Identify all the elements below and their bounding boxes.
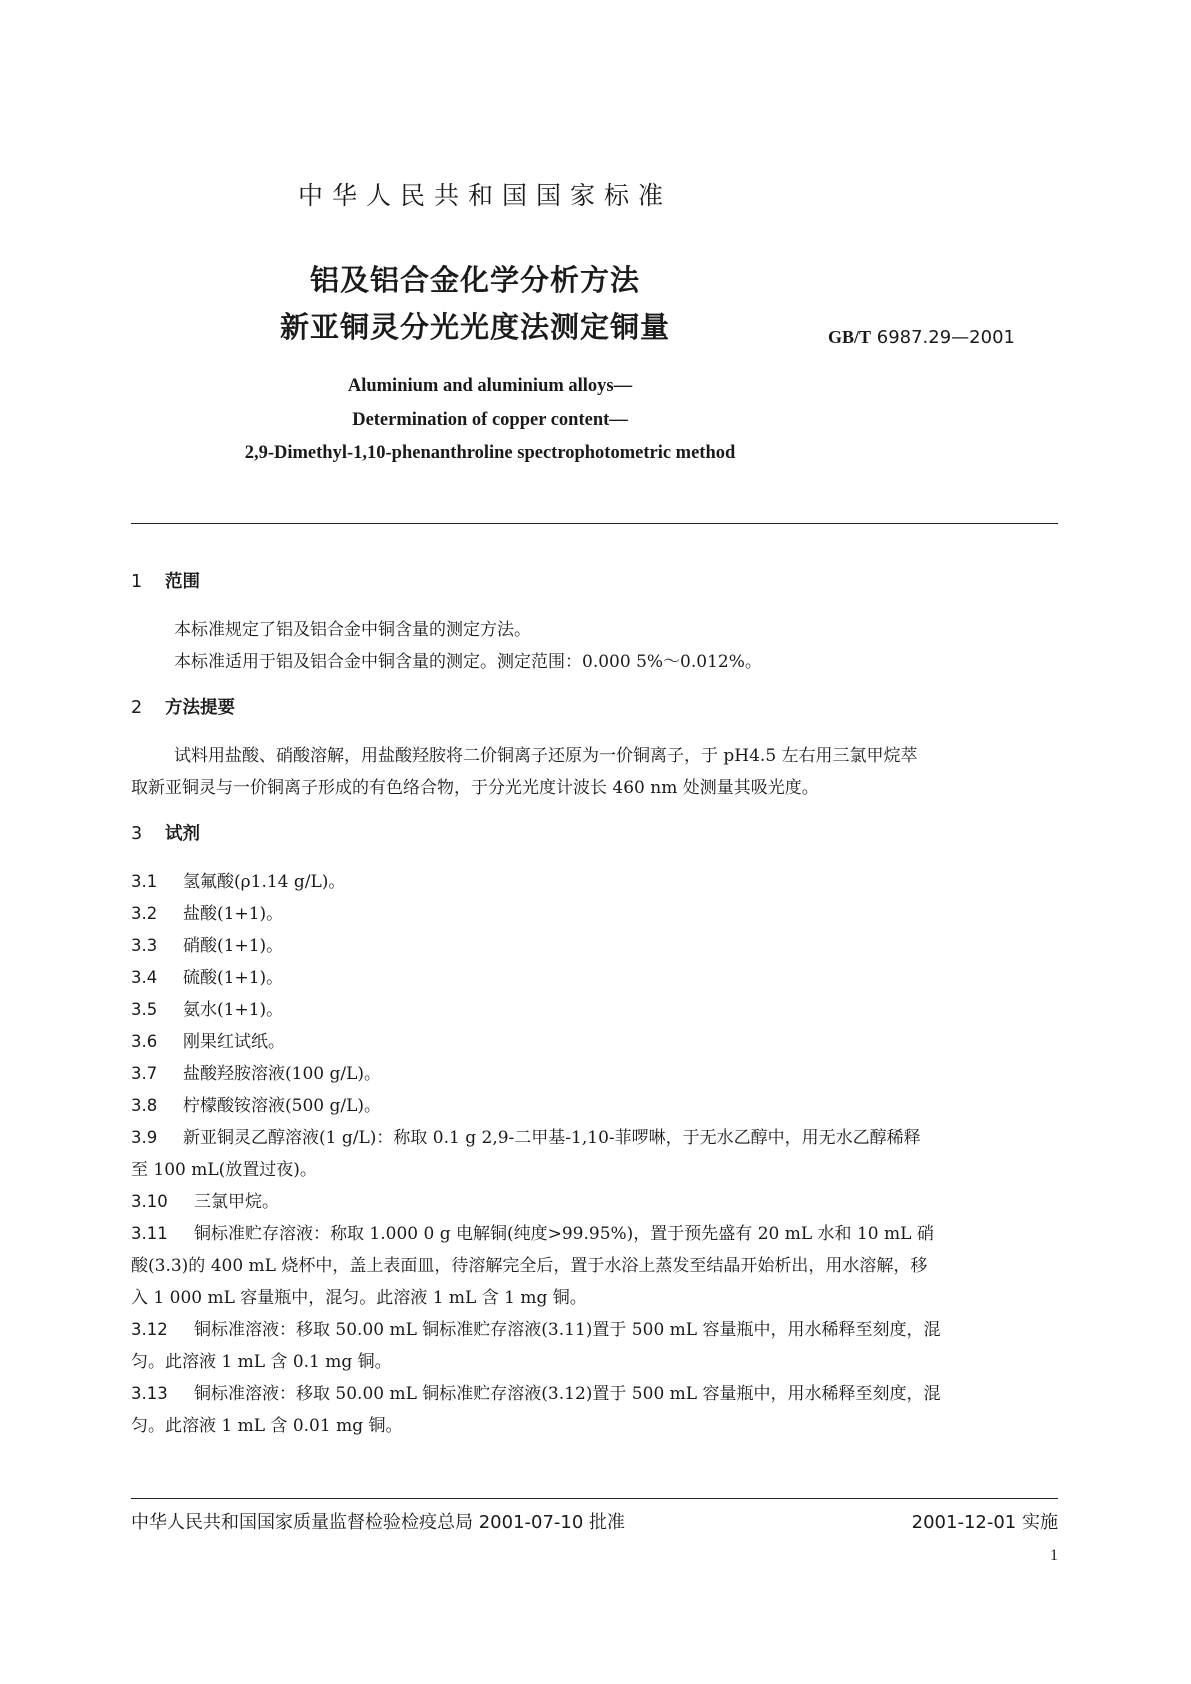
page-number: 1 <box>1050 1547 1058 1564</box>
reagent-item <box>131 931 1058 956</box>
reagent-item <box>131 867 1058 892</box>
section-2-heading <box>131 694 235 719</box>
section-3-number: 3 <box>131 824 143 844</box>
reagent-text-continuation: 匀。此溶液 1 mL 含 0.01 mg 铜。 <box>131 1416 403 1436</box>
reagent-text: 刚果红试纸。 <box>183 1032 285 1052</box>
section-2-title: 方法提要 <box>165 698 235 718</box>
section-1-heading <box>131 568 200 593</box>
section-1-title: 范围 <box>165 572 200 592</box>
approval-line: 中华人民共和国国家质量监督检验检疫总局 2001-07-10 批准 <box>131 1512 626 1533</box>
reagent-text: 氢氟酸(ρ1.14 g/L)。 <box>183 872 346 892</box>
reagent-text-continuation: 入 1 000 mL 容量瓶中，混匀。此溶液 1 mL 含 1 mg 铜。 <box>131 1288 587 1308</box>
reagent-item <box>131 1123 1058 1148</box>
section-2-line-1: 试料用盐酸、硝酸溶解，用盐酸羟胺将二价铜离子还原为一价铜离子，于 pH4.5 左右用三氯甲烷萃 <box>174 746 918 766</box>
reagent-text: 铜标准溶液：移取 50.00 mL 铜标准贮存溶液(3.12)置于 500 mL 容量瓶中，用水稀释至刻度，混 <box>194 1384 941 1404</box>
reagent-text: 柠檬酸铵溶液(500 g/L)。 <box>183 1096 382 1116</box>
reagent-item <box>131 1091 1058 1116</box>
reagent-text: 硝酸(1+1)。 <box>183 936 284 956</box>
reagent-number: 3.4 <box>131 968 158 987</box>
reagent-number: 3.13 <box>131 1384 168 1403</box>
footer-divider <box>131 1498 1058 1499</box>
reagent-item <box>131 1379 1058 1404</box>
title-en-line2: Determination of copper content— <box>352 410 628 430</box>
reagent-item <box>131 899 1058 924</box>
reagent-number: 3.6 <box>131 1032 158 1051</box>
section-2-line-2: 取新亚铜灵与一价铜离子形成的有色络合物，于分光光度计波长 460 nm 处测量其吸光度。 <box>131 778 819 798</box>
reagent-text-continuation: 至 100 mL(放置过夜)。 <box>131 1160 317 1180</box>
reagent-number: 3.7 <box>131 1064 158 1083</box>
standard-number <box>828 327 1015 348</box>
national-standard-heading: 中华人民共和国国家标准 <box>297 181 672 210</box>
reagent-text-continuation: 匀。此溶液 1 mL 含 0.1 mg 铜。 <box>131 1352 392 1372</box>
title-en-line3: 2,9-Dimethyl-1,10-phenanthroline spectrophotometric method <box>244 443 736 463</box>
reagent-text: 盐酸羟胺溶液(100 g/L)。 <box>183 1064 382 1084</box>
reagent-number: 3.5 <box>131 1000 158 1019</box>
reagent-text: 铜标准溶液：移取 50.00 mL 铜标准贮存溶液(3.11)置于 500 mL 容量瓶中，用水稀释至刻度，混 <box>194 1320 941 1340</box>
reagent-text: 三氯甲烷。 <box>194 1192 279 1212</box>
reagent-text: 氨水(1+1)。 <box>183 1000 284 1020</box>
reagent-number: 3.10 <box>131 1192 168 1211</box>
reagent-number: 3.2 <box>131 904 158 923</box>
title-en-line1: Aluminium and aluminium alloys— <box>347 376 633 396</box>
reagent-item <box>131 1315 1058 1340</box>
reagent-item <box>131 1027 1058 1052</box>
title-cn-line1: 铝及铝合金化学分析方法 <box>309 263 640 297</box>
reagent-number: 3.9 <box>131 1128 158 1147</box>
implementation-date: 2001-12-01 实施 <box>911 1512 1058 1533</box>
reagent-number: 3.8 <box>131 1096 158 1115</box>
reagent-text: 铜标准贮存溶液：称取 1.000 0 g 电解铜(纯度>99.95%)，置于预先盛有 20 mL 水和 10 mL 硝 <box>194 1224 934 1244</box>
reagent-text: 盐酸(1+1)。 <box>183 904 284 924</box>
section-3-title: 试剂 <box>165 824 200 844</box>
reagent-item <box>131 995 1058 1020</box>
reagent-text: 硫酸(1+1)。 <box>183 968 284 988</box>
standard-code: 6987.29—2001 <box>876 327 1015 348</box>
reagent-text: 新亚铜灵乙醇溶液(1 g/L)：称取 0.1 g 2,9-二甲基-1,10-菲啰啉，于无水乙醇中，用无水乙醇稀释 <box>183 1128 921 1148</box>
reagent-text-continuation: 酸(3.3)的 400 mL 烧杯中，盖上表面皿，待溶解完全后，置于水浴上蒸发至结晶开始析出，用水溶解，移 <box>131 1256 928 1276</box>
section-3-heading <box>131 820 200 845</box>
reagent-item <box>131 1187 1058 1212</box>
section-1-number: 1 <box>131 572 143 592</box>
reagent-number: 3.1 <box>131 872 158 891</box>
section-1-paragraph-1: 本标准规定了铝及铝合金中铜含量的测定方法。 <box>174 620 531 640</box>
section-2-number: 2 <box>131 698 143 718</box>
header-divider <box>131 523 1058 524</box>
title-cn-line2: 新亚铜灵分光光度法测定铜量 <box>279 310 670 344</box>
reagent-item <box>131 963 1058 988</box>
reagent-item <box>131 1059 1058 1084</box>
standard-prefix: GB/T <box>828 327 872 347</box>
section-1-paragraph-2: 本标准适用于铝及铝合金中铜含量的测定。测定范围：0.000 5%～0.012%。 <box>174 652 762 672</box>
reagent-number: 3.12 <box>131 1320 168 1339</box>
reagent-item <box>131 1219 1058 1244</box>
reagent-number: 3.11 <box>131 1224 168 1243</box>
reagent-number: 3.3 <box>131 936 158 955</box>
